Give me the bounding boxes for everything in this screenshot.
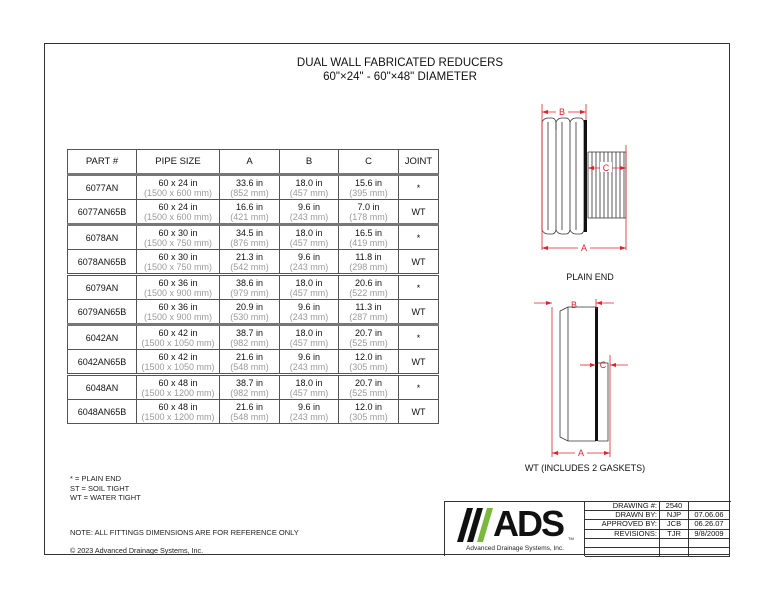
- cell-c: [339, 350, 399, 375]
- cell-b-metric: (243 mm): [289, 361, 329, 372]
- cell-a-value: 16.6 in: [235, 201, 264, 212]
- cell-part-value: 6077AN: [85, 182, 119, 193]
- cell-pipe-size: [137, 175, 220, 200]
- cell-pipe-size: [137, 200, 220, 225]
- cell-a-value: 20.9 in: [235, 301, 264, 312]
- cell-joint-value: *: [416, 282, 421, 293]
- cell-c: [339, 225, 399, 250]
- info-date: 07.06.06: [689, 511, 730, 520]
- cell-pipe-size-value: 60 x 42 in: [158, 351, 198, 362]
- cell-c-metric: (525 mm): [349, 337, 388, 348]
- cell-joint-value: WT: [411, 306, 426, 317]
- cell-joint-value: *: [416, 382, 421, 393]
- copyright: © 2023 Advanced Drainage Systems, Inc.: [70, 546, 204, 555]
- cell-pipe-size: [137, 400, 220, 424]
- info-value: 2540: [660, 502, 689, 511]
- table-header-row: [68, 150, 439, 175]
- cell-joint: [399, 225, 439, 250]
- cell-part: [68, 300, 137, 325]
- cell-a-metric: (542 mm): [230, 261, 269, 272]
- info-date: [689, 547, 730, 556]
- cell-c-metric: (287 mm): [349, 311, 388, 322]
- cell-b: [280, 300, 339, 325]
- drawing-info: [585, 502, 730, 557]
- cell-c-metric: (419 mm): [349, 237, 388, 248]
- cell-pipe-size-value: 60 x 42 in: [158, 327, 198, 338]
- info-value: TJR: [660, 529, 689, 538]
- cell-part-value: 6079AN: [85, 282, 119, 293]
- info-value: JCB: [660, 520, 689, 529]
- cell-joint-value: WT: [411, 406, 426, 417]
- cell-c-metric: (305 mm): [349, 361, 388, 372]
- cell-joint-value: *: [416, 332, 421, 343]
- cell-c-value: 20.6 in: [354, 277, 383, 288]
- cell-c: [339, 325, 399, 350]
- info-date: 9/8/2009: [689, 529, 730, 538]
- cell-joint: [399, 350, 439, 375]
- wt-dim-b-label: B: [570, 300, 578, 310]
- cell-b-value: 18.0 in: [295, 227, 323, 238]
- col-header-part: PART #: [68, 150, 137, 175]
- cell-pipe-size-metric: (1500 x 750 mm): [143, 261, 213, 272]
- cell-joint: [399, 200, 439, 225]
- cell-part-value: 6078AN: [85, 232, 119, 243]
- cell-c: [339, 250, 399, 275]
- cell-pipe-size-metric: (1500 x 1200 mm): [141, 387, 215, 398]
- cell-c-value: 11.8 in: [355, 251, 382, 262]
- cell-b-metric: (457 mm): [289, 387, 329, 398]
- cell-a-metric: (979 mm): [230, 287, 269, 298]
- wt-diagram: [530, 295, 640, 460]
- info-row: [585, 547, 730, 556]
- cell-pipe-size-value: 60 x 30 in: [158, 251, 198, 262]
- cell-b: [280, 250, 339, 275]
- cell-b-value: 9.6 in: [297, 401, 321, 412]
- cell-pipe-size: [137, 275, 220, 300]
- col-header-b: B: [280, 150, 339, 175]
- cell-joint-value: WT: [411, 206, 426, 217]
- cell-part-value: 6048AN65B: [77, 406, 127, 417]
- info-label: APPROVED BY:: [585, 520, 660, 529]
- cell-b: [280, 225, 339, 250]
- cell-c-value: 11.3 in: [355, 301, 382, 312]
- cell-a-metric: (548 mm): [230, 361, 269, 372]
- cell-a-metric: (530 mm): [230, 311, 269, 322]
- cell-a-metric: (982 mm): [230, 387, 269, 398]
- cell-c: [339, 300, 399, 325]
- info-label: DRAWING #:: [585, 502, 660, 511]
- cell-b: [280, 175, 339, 200]
- logo-subtitle: Advanced Drainage Systems, Inc.: [466, 545, 564, 552]
- cell-a: [220, 375, 280, 400]
- cell-pipe-size-value: 60 x 24 in: [158, 177, 198, 188]
- info-label: DRAWN BY:: [585, 511, 660, 520]
- cell-pipe-size-value: 60 x 36 in: [158, 301, 198, 312]
- cell-b: [280, 275, 339, 300]
- cell-part-value: 6078AN65B: [77, 256, 127, 267]
- cell-part-value: 6079AN65B: [77, 306, 127, 317]
- info-row: [585, 529, 730, 538]
- cell-c-value: 16.5 in: [354, 227, 383, 238]
- wt-caption: WT (INCLUDES 2 GASKETS): [524, 463, 646, 473]
- cell-joint: [399, 175, 439, 200]
- cell-a: [220, 350, 280, 375]
- cell-pipe-size-metric: (1500 x 600 mm): [143, 211, 213, 222]
- cell-b-metric: (457 mm): [289, 337, 329, 348]
- wt-dim-c-label: C: [599, 360, 607, 370]
- cell-a: [220, 275, 280, 300]
- col-header-c: C: [339, 150, 399, 175]
- joint-legend: [70, 474, 141, 503]
- cell-c-metric: (298 mm): [349, 261, 388, 272]
- cell-c-value: 7.0 in: [357, 201, 380, 212]
- logo-text: ADS: [493, 503, 564, 544]
- info-row: [585, 538, 730, 547]
- cell-pipe-size-metric: (1500 x 600 mm): [143, 187, 213, 198]
- cell-b: [280, 200, 339, 225]
- logo-tm: TM: [568, 536, 574, 541]
- col-header-pipe-size: PIPE SIZE: [137, 150, 220, 175]
- cell-part-value: 6048AN: [85, 382, 119, 393]
- cell-a: [220, 250, 280, 275]
- col-header-joint: JOINT: [399, 150, 439, 175]
- cell-pipe-size-value: 60 x 24 in: [158, 201, 198, 212]
- cell-b: [280, 375, 339, 400]
- table-row: [68, 225, 439, 250]
- dim-a-label: A: [580, 243, 588, 253]
- reference-note: NOTE: ALL FITTINGS DIMENSIONS ARE FOR REFERENCE ONLY: [70, 528, 299, 537]
- cell-c-value: 12.0 in: [354, 351, 383, 362]
- cell-joint: [399, 325, 439, 350]
- cell-pipe-size-value: 60 x 48 in: [158, 377, 198, 388]
- cell-a-metric: (421 mm): [230, 211, 269, 222]
- cell-c-metric: (395 mm): [349, 187, 388, 198]
- info-value: [660, 538, 689, 547]
- cell-b-metric: (243 mm): [289, 261, 329, 272]
- table-row: [68, 300, 439, 325]
- title-block: [444, 501, 731, 556]
- cell-pipe-size-value: 60 x 30 in: [158, 227, 198, 238]
- plain-end-diagram: [530, 100, 650, 275]
- cell-joint-value: WT: [411, 256, 426, 267]
- cell-c: [339, 200, 399, 225]
- table-row: [68, 275, 439, 300]
- ads-logo: [445, 502, 585, 556]
- cell-a-metric: (982 mm): [230, 337, 269, 348]
- cell-a: [220, 300, 280, 325]
- title-line-1: DUAL WALL FABRICATED REDUCERS: [296, 57, 504, 69]
- table-row: [68, 350, 439, 375]
- cell-b-value: 9.6 in: [297, 251, 321, 262]
- dim-c-label: C: [602, 163, 610, 173]
- cell-b-value: 9.6 in: [297, 201, 321, 212]
- cell-c: [339, 400, 399, 424]
- cell-pipe-size-value: 60 x 48 in: [158, 401, 198, 412]
- cell-joint: [399, 375, 439, 400]
- wt-dim-a-label: A: [577, 448, 585, 458]
- cell-c: [339, 275, 399, 300]
- logo-slashes-icon: [457, 508, 497, 544]
- cell-a-value: 21.6 in: [235, 401, 264, 412]
- cell-part: [68, 350, 137, 375]
- cell-c-value: 20.7 in: [354, 327, 383, 338]
- dim-b-label: B: [558, 107, 566, 117]
- legend-water-tight: WT = WATER TIGHT: [70, 493, 141, 502]
- cell-a-metric: (876 mm): [230, 237, 269, 248]
- cell-part-value: 6077AN65B: [77, 206, 127, 217]
- cell-pipe-size: [137, 375, 220, 400]
- cell-a: [220, 325, 280, 350]
- cell-a-value: 34.5 in: [235, 227, 264, 238]
- cell-pipe-size-metric: (1500 x 1200 mm): [141, 411, 215, 422]
- cell-b: [280, 350, 339, 375]
- info-date: [689, 538, 730, 547]
- cell-part: [68, 225, 137, 250]
- cell-part: [68, 175, 137, 200]
- cell-part: [68, 400, 137, 424]
- title-line-2: 60"×24" - 60"×48" DIAMETER: [323, 71, 477, 83]
- cell-part: [68, 275, 137, 300]
- cell-joint: [399, 300, 439, 325]
- legend-plain-end: * = PLAIN END: [70, 474, 122, 483]
- cell-b-value: 9.6 in: [297, 301, 321, 312]
- cell-joint-value: *: [416, 232, 421, 243]
- info-label: REVISIONS:: [585, 529, 660, 538]
- info-label: [585, 547, 660, 556]
- cell-a-value: 38.7 in: [235, 327, 264, 338]
- table-row: [68, 175, 439, 200]
- cell-part: [68, 375, 137, 400]
- info-row: [585, 520, 730, 529]
- cell-c-metric: (305 mm): [349, 411, 388, 422]
- cell-joint-value: *: [416, 182, 421, 193]
- cell-a: [220, 225, 280, 250]
- cell-pipe-size: [137, 250, 220, 275]
- cell-part: [68, 200, 137, 225]
- cell-b: [280, 400, 339, 424]
- cell-joint: [399, 275, 439, 300]
- cell-b-value: 18.0 in: [295, 327, 323, 338]
- table-row: [68, 200, 439, 225]
- cell-pipe-size-metric: (1500 x 1050 mm): [141, 337, 215, 348]
- cell-c-value: 12.0 in: [354, 401, 383, 412]
- cell-b-value: 18.0 in: [295, 277, 323, 288]
- cell-c-value: 20.7 in: [354, 377, 383, 388]
- col-header-a: A: [220, 150, 280, 175]
- cell-pipe-size-metric: (1500 x 1050 mm): [141, 361, 215, 372]
- cell-pipe-size-metric: (1500 x 900 mm): [143, 287, 213, 298]
- cell-joint-value: WT: [411, 356, 426, 367]
- cell-b: [280, 325, 339, 350]
- plain-end-caption: PLAIN END: [566, 272, 614, 282]
- info-label: [585, 538, 660, 547]
- cell-pipe-size: [137, 300, 220, 325]
- cell-a-value: 38.7 in: [235, 377, 264, 388]
- cell-b-metric: (243 mm): [289, 311, 329, 322]
- cell-c-value: 15.6 in: [354, 177, 383, 188]
- cell-a: [220, 400, 280, 424]
- page-title: [200, 56, 600, 84]
- cell-c: [339, 375, 399, 400]
- table-row: [68, 400, 439, 424]
- cell-a-metric: (852 mm): [230, 187, 269, 198]
- cell-c: [339, 175, 399, 200]
- cell-pipe-size-metric: (1500 x 900 mm): [143, 311, 213, 322]
- cell-c-metric: (525 mm): [349, 387, 388, 398]
- cell-b-metric: (243 mm): [289, 411, 329, 422]
- cell-b-metric: (457 mm): [289, 287, 329, 298]
- info-value: [660, 547, 689, 556]
- cell-a: [220, 175, 280, 200]
- cell-part-value: 6042AN: [85, 332, 119, 343]
- cell-joint: [399, 250, 439, 275]
- cell-pipe-size: [137, 325, 220, 350]
- cell-c-metric: (522 mm): [349, 287, 388, 298]
- cell-pipe-size: [137, 350, 220, 375]
- cell-pipe-size-value: 60 x 36 in: [158, 277, 198, 288]
- table-row: [68, 375, 439, 400]
- cell-b-value: 18.0 in: [295, 177, 323, 188]
- cell-part: [68, 325, 137, 350]
- cell-part: [68, 250, 137, 275]
- cell-part-value: 6042AN65B: [77, 356, 127, 367]
- spec-table: [67, 149, 439, 424]
- cell-b-metric: (243 mm): [289, 211, 329, 222]
- cell-b-value: 18.0 in: [295, 377, 323, 388]
- legend-soil-tight: ST = SOIL TIGHT: [70, 483, 130, 493]
- cell-b-metric: (457 mm): [289, 187, 329, 198]
- cell-a-value: 21.6 in: [235, 351, 264, 362]
- cell-c-metric: (178 mm): [349, 211, 388, 222]
- cell-a-metric: (548 mm): [230, 411, 269, 422]
- cell-pipe-size: [137, 225, 220, 250]
- cell-b-metric: (457 mm): [289, 237, 329, 248]
- cell-pipe-size-metric: (1500 x 750 mm): [143, 237, 213, 248]
- table-row: [68, 250, 439, 275]
- cell-a-value: 38.6 in: [235, 277, 264, 288]
- cell-joint: [399, 400, 439, 424]
- info-value: NJP: [660, 511, 689, 520]
- cell-a-value: 21.3 in: [235, 251, 264, 262]
- cell-a: [220, 200, 280, 225]
- cell-a-value: 33.6 in: [235, 177, 264, 188]
- table-row: [68, 325, 439, 350]
- cell-b-value: 9.6 in: [297, 351, 321, 362]
- info-date: 06.26.07: [689, 520, 730, 529]
